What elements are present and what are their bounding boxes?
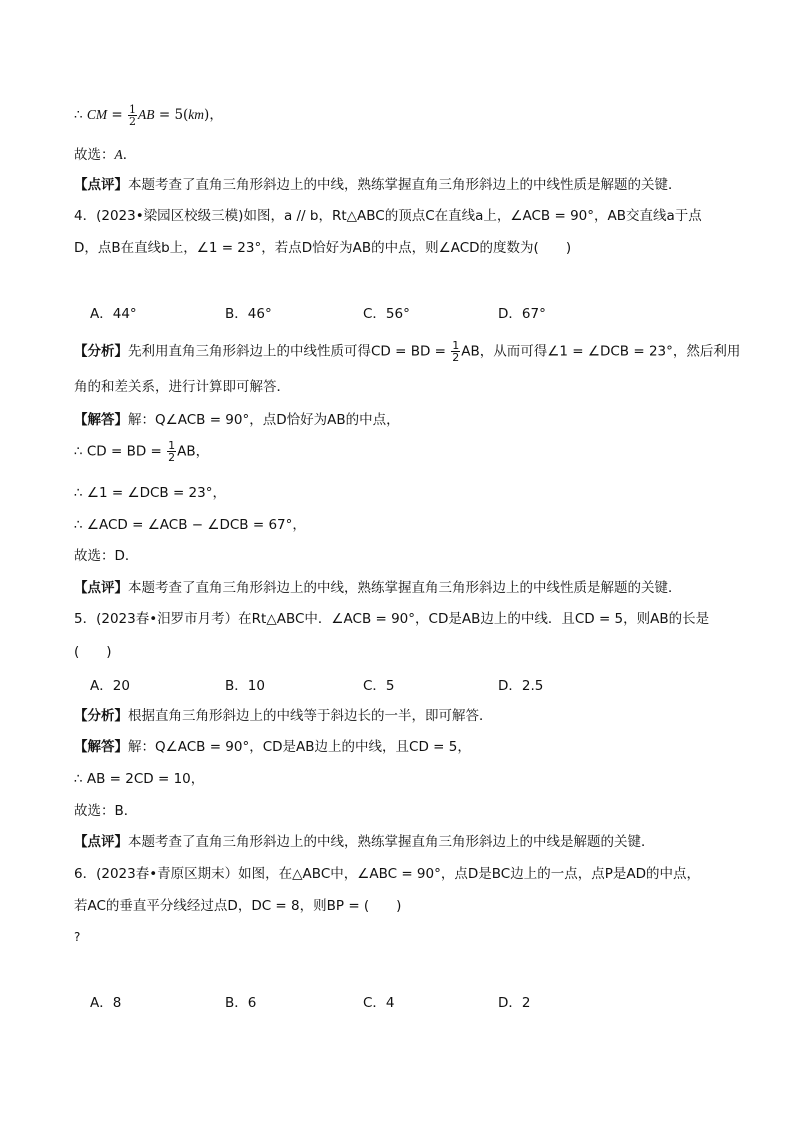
question-6-line-1: 6．(2023春•青原区期末）如图，在△ABC中，∠ABC = 90°，点D是BC边上的一点，点P是AD的中点，: [74, 866, 700, 882]
analysis-4-line-2: 角的和差关系，进行计算即可解答．: [74, 379, 290, 395]
answer-choice-line: 故选：A．: [74, 147, 137, 163]
solution-4-line-2: ∴ CD = BD = $\frac{1}{2}$ AB，: [74, 439, 210, 464]
solution-4-line-5: 故选：D．: [74, 548, 139, 564]
solution-4-line-3: ∴ ∠1 = ∠DCB = 23°，: [74, 485, 226, 501]
fraction-half: $\frac{1}{2}$: [129, 103, 137, 128]
solution-5-line-2: ∴ AB = 2CD = 10，: [74, 771, 205, 787]
question-4-option-a: A．44°: [90, 306, 137, 322]
question-5-option-d: D．2.5: [498, 678, 544, 694]
question-5-line-1: 5．(2023春•汨罗市月考）在Rt△ABC中．∠ACB = 90°，CD是AB边上的中线．且CD = 5，则AB的长是: [74, 611, 710, 627]
question-5-option-b: B．10: [225, 678, 265, 694]
solution-line-cm: ∴ CM = $\frac{1}{2}$ AB = 5(km)，: [74, 103, 223, 128]
question-6-option-c: C．4: [363, 995, 395, 1011]
question-5-line-2: ( ): [74, 644, 112, 660]
question-6-option-a: A．8: [90, 995, 122, 1011]
fraction-half: $\frac{1}{2}$: [168, 439, 176, 464]
solution-4-line-1: 【解答】解：Q∠ACB = 90°，点D恰好为AB的中点，: [74, 412, 400, 428]
question-4-line-2: D，点B在直线b上，∠1 = 23°，若点D恰好为AB的中点，则∠ACD的度数为( ): [74, 240, 572, 256]
question-4-line-1: 4．(2023•梁园区校级三模)如图，a // b，Rt△ABC的顶点C在直线a上，∠ACB = 90°，AB交直线a于点: [74, 208, 702, 224]
review-line: 【点评】本题考查了直角三角形斜边上的中线，熟练掌握直角三角形斜边上的中线性质是解题的关键．: [74, 177, 682, 193]
solution-4-line-4: ∴ ∠ACD = ∠ACB − ∠DCB = 67°，: [74, 517, 306, 533]
question-4-option-c: C．56°: [363, 306, 410, 322]
missing-figure-placeholder: ?: [74, 930, 81, 944]
question-6-line-2: 若AC的垂直平分线经过点D，DC = 8，则BP = ( ): [74, 898, 402, 914]
analysis-5-line: 【分析】根据直角三角形斜边上的中线等于斜边长的一半，即可解答．: [74, 708, 493, 724]
question-5-option-c: C．5: [363, 678, 395, 694]
analysis-4-line-1: 【分析】先利用直角三角形斜边上的中线性质可得CD = BD = $\frac{1}{2}$ AB，从而可得∠1 = ∠DCB = 23°，然后利用: [74, 339, 741, 364]
review-5-line: 【点评】本题考查了直角三角形斜边上的中线，熟练掌握直角三角形斜边上的中线是解题的关键．: [74, 834, 655, 850]
solution-5-line-1: 【解答】解：Q∠ACB = 90°，CD是AB边上的中线，且CD = 5，: [74, 739, 471, 755]
question-5-option-a: A．20: [90, 678, 130, 694]
fraction-half: $\frac{1}{2}$: [452, 339, 460, 364]
question-6-option-d: D．2: [498, 995, 531, 1011]
question-4-option-d: D．67°: [498, 306, 546, 322]
question-6-option-b: B．6: [225, 995, 257, 1011]
solution-5-line-3: 故选：B．: [74, 803, 138, 819]
question-4-option-b: B．46°: [225, 306, 272, 322]
review-4-line: 【点评】本题考查了直角三角形斜边上的中线，熟练掌握直角三角形斜边上的中线性质是解题的关键．: [74, 580, 682, 596]
